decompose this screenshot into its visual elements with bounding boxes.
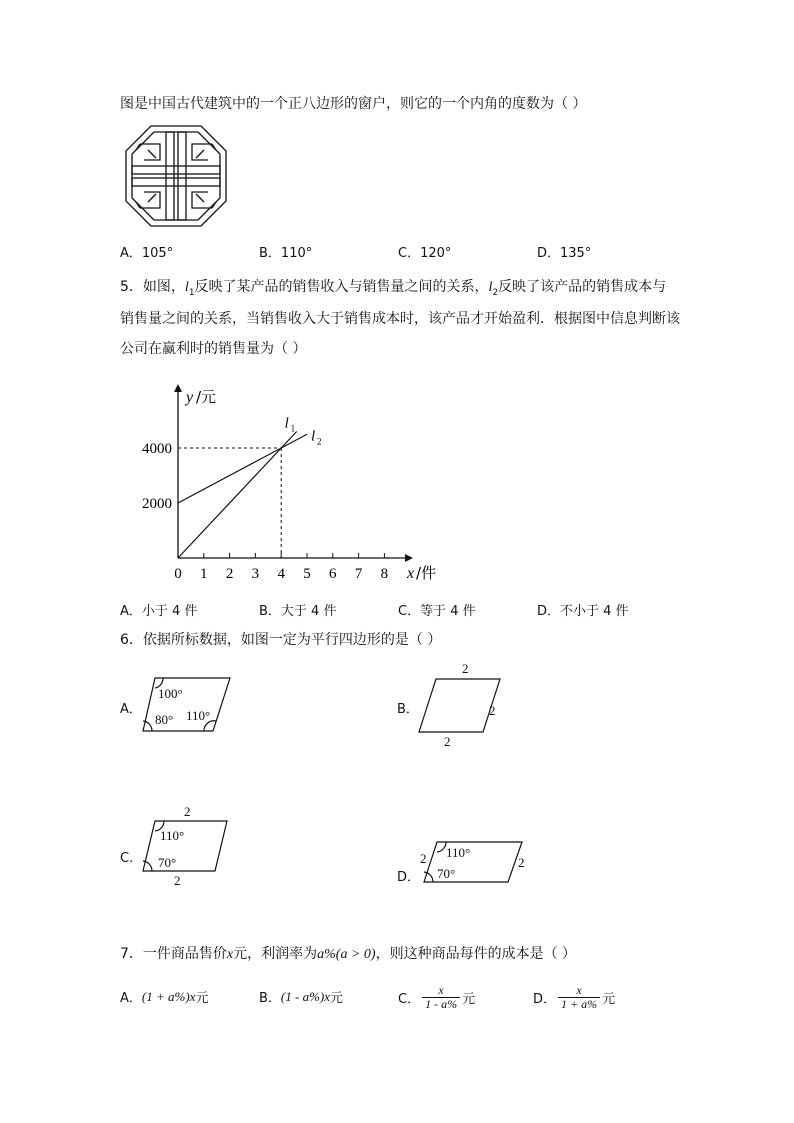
x-tick-label: 0: [174, 566, 182, 582]
q6c-side-top: 2: [184, 804, 191, 819]
q6-option-c-label[interactable]: C.: [120, 851, 134, 866]
q7-option-b[interactable]: [259, 987, 343, 1006]
x-tick-label: 7: [354, 566, 363, 582]
y-tick-label: 2000: [142, 496, 172, 512]
q7-b-label: B．: [259, 991, 281, 1006]
q6b-side-right: 2: [489, 703, 496, 718]
q7-x: x: [226, 947, 234, 962]
q7-stem-a: 7．一件商品售价: [120, 946, 227, 962]
q5-option-a[interactable]: A．小于 4 件: [120, 604, 198, 619]
q7-stem-c: ，则这种商品每件的成本是（ ）: [375, 946, 577, 962]
q6a-angle-80: 80°: [155, 712, 174, 727]
q6a-angle-100: 100°: [158, 686, 183, 701]
q7-d-num: x: [576, 983, 582, 997]
q7-a-label: A．: [120, 991, 142, 1006]
x-tick-label: 6: [329, 566, 337, 582]
q7-a-unit: 元: [195, 991, 209, 1006]
q6-option-b-label[interactable]: B．: [397, 702, 419, 717]
l2-subscript: 2: [492, 287, 499, 298]
l1-subscript: 1: [188, 287, 195, 298]
q5-option-b[interactable]: B．大于 4 件: [259, 604, 337, 619]
series-label-l1-sub: 1: [290, 423, 296, 434]
q6d-side-right: 2: [518, 855, 525, 870]
q6c-angle-110: 110°: [160, 828, 185, 843]
x-tick-label: 3: [251, 566, 260, 582]
q7-c-num: x: [438, 983, 444, 997]
y-axis-unit: /元: [196, 388, 217, 406]
q6b-shape: [419, 679, 500, 732]
x-axis-arrow: [405, 554, 413, 562]
q7-b-expr: (1 - a%)x: [280, 988, 331, 1004]
series-label-l1: l: [284, 415, 289, 432]
x-tick-label: 8: [380, 566, 389, 582]
l2-symbol: l: [488, 280, 493, 295]
series-line-l2: [178, 434, 307, 503]
q6c-angle-70: 70°: [158, 855, 177, 870]
x-tick-label: 4: [277, 566, 285, 582]
l1-symbol: l: [184, 280, 189, 295]
q6a-angle-110: 110°: [186, 708, 211, 723]
q6d-side-left: 2: [420, 851, 427, 866]
q7-stem-b: 元，利润率为: [233, 946, 318, 962]
q4-stem: 图是中国古代建筑中的一个正八边形的窗户，则它的一个内角的度数为（ ）: [120, 96, 587, 112]
q5-prefix: 5．如图，: [120, 279, 185, 295]
q7-stem: [120, 944, 576, 965]
q7-d-label: D．: [533, 992, 557, 1007]
series-label-l2: l: [311, 428, 316, 445]
q7-b-unit: 元: [330, 991, 344, 1006]
q6c-side-bottom: 2: [174, 873, 181, 888]
q7-d-fraction: [558, 984, 600, 1011]
q6-option-d-label[interactable]: D．: [397, 870, 421, 885]
q7-c-den: 1 - a%: [422, 997, 460, 1011]
q6d-angle-110: 110°: [446, 845, 471, 860]
x-axis-unit: /件: [416, 564, 437, 582]
q7-d-den: 1 + a%: [558, 997, 600, 1011]
q5-line2: 销售量之间的关系，当销售收入大于销售成本时，该产品才开始盈利．根据图中信息判断该: [120, 311, 680, 327]
x-tick-label: 2: [225, 566, 234, 582]
x-axis-var: x: [407, 565, 415, 582]
q6c-shape: [143, 821, 227, 871]
x-tick-label: 5: [303, 566, 311, 582]
y-tick-label: 4000: [142, 441, 172, 457]
y-axis-arrow: [174, 384, 182, 392]
q5-mid2: 反映了该产品的销售成本与: [498, 279, 667, 295]
q7-option-a[interactable]: [120, 987, 208, 1006]
q6-stem: 6．依据所标数据，如图一定为平行四边形的是（ ）: [120, 632, 442, 648]
q6b-side-top: 2: [462, 661, 469, 676]
q6b-side-bottom: 2: [444, 734, 451, 749]
series-line-l1: [178, 432, 297, 559]
q7-a-expr: (1 + a%)x: [141, 988, 196, 1004]
q5-line3: 公司在赢利时的销售量为（ ）: [120, 341, 307, 357]
q7-c-label: C．: [398, 992, 421, 1007]
q7-option-d[interactable]: [533, 984, 615, 1011]
q7-d-unit: 元: [602, 992, 616, 1007]
q6-option-a-label[interactable]: A．: [120, 702, 142, 717]
q6d-angle-70: 70°: [437, 866, 456, 881]
x-tick-label: 1: [200, 566, 208, 582]
q5-mid1: 反映了某产品的销售收入与销售量之间的关系，: [194, 279, 489, 295]
q4-option-d[interactable]: D．135°: [537, 246, 592, 261]
q5-option-d[interactable]: D．不小于 4 件: [537, 604, 629, 619]
q7-option-c[interactable]: [398, 984, 475, 1011]
series-label-l2-sub: 2: [317, 436, 322, 447]
q4-option-c[interactable]: C．120°: [398, 246, 452, 261]
q7-c-fraction: [422, 984, 460, 1011]
y-axis-var: y: [186, 389, 194, 406]
q7-math: a%(a > 0): [317, 947, 376, 962]
q5-option-c[interactable]: C．等于 4 件: [398, 604, 476, 619]
q4-option-a[interactable]: A．105°: [120, 246, 174, 261]
q7-c-unit: 元: [462, 992, 476, 1007]
q4-option-b[interactable]: B．110°: [259, 246, 313, 261]
q5-line1: [120, 277, 666, 303]
